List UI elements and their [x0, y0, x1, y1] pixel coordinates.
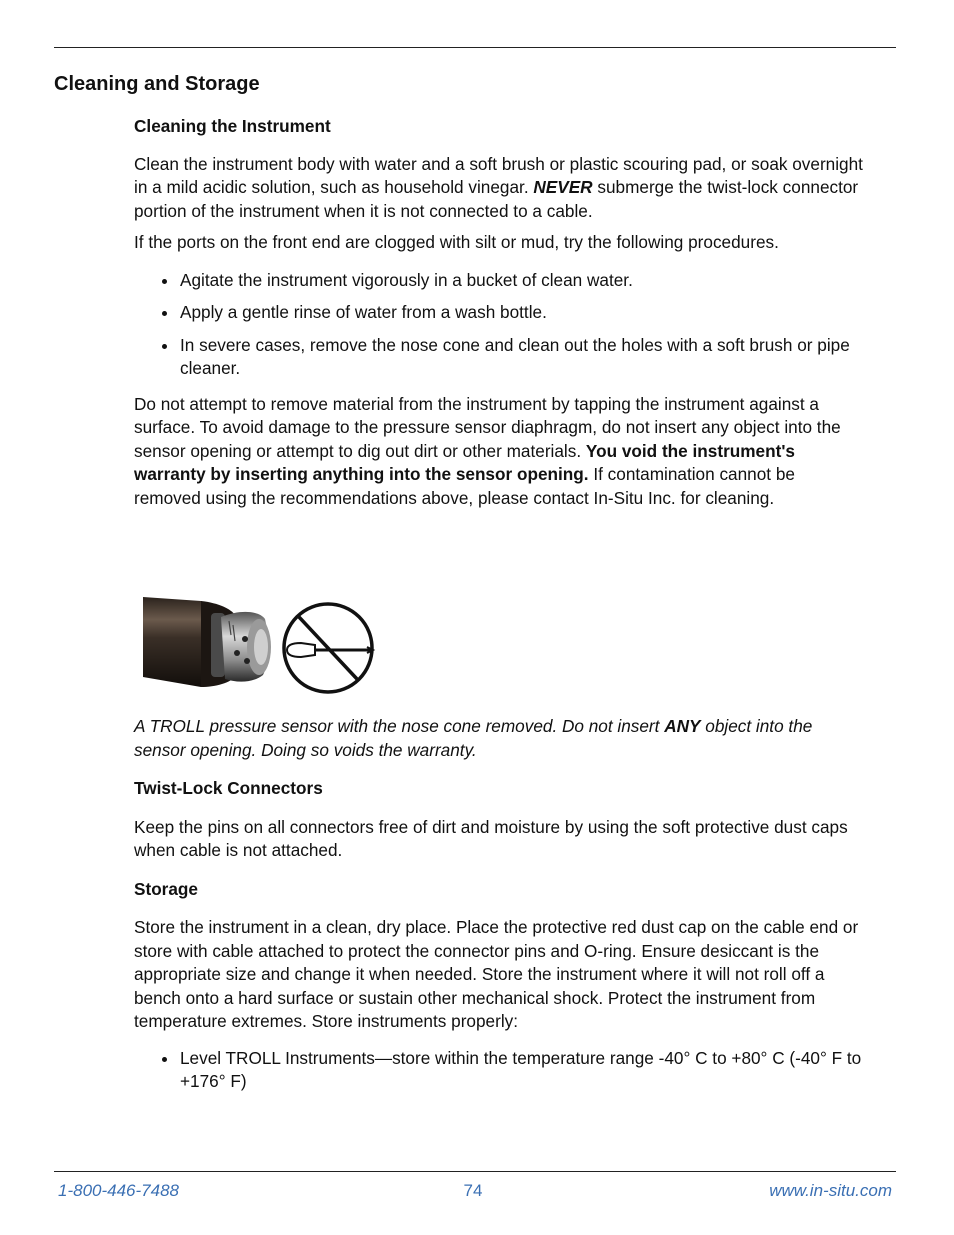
list-item: In severe cases, remove the nose cone and clean out the holes with a soft brush or pipe cleaner. — [134, 334, 864, 381]
footer-rule — [54, 1171, 896, 1172]
footer-page-number: 74 — [463, 1181, 483, 1200]
list-item: Agitate the instrument vigorously in a bucket of clean water. — [134, 269, 864, 293]
header-rule — [54, 47, 896, 48]
never-emphasis: NEVER — [533, 177, 593, 197]
cleaning-section — [134, 115, 864, 510]
footer-website-link[interactable]: www.in-situ.com — [769, 1181, 892, 1200]
cleaning-title: Cleaning the Instrument — [134, 116, 331, 136]
twist-lock-title: Twist-Lock Connectors — [134, 778, 323, 798]
figure-caption: A TROLL pressure sensor with the nose cone removed. Do not insert ANY object into the sensor opening. Doing so voids the warranty. — [134, 716, 813, 760]
any-emphasis: ANY — [664, 716, 701, 736]
section-heading: Cleaning and Storage — [54, 73, 260, 95]
cleaning-paragraph-3: Do not attempt to remove material from the instrument by tapping the instrument against a surface. To avoid damage to the pressure sensor diaphragm, do not insert any object into the sensor opening or attempt to dig out dirt or other materials. You void the instrument's warranty by inserting anything into the sensor opening. If contamination cannot be removed using the recommendations above, please contact In-Situ Inc. for cleaning. — [134, 393, 841, 508]
sensor-figure — [141, 595, 377, 699]
figure-and-following-sections — [134, 715, 864, 1094]
footer-phone: 1-800-446-7488 — [58, 1181, 179, 1200]
sensor-photo-image — [141, 595, 377, 699]
storage-title: Storage — [134, 878, 198, 899]
cleaning-procedures-list — [134, 269, 864, 381]
twist-lock-paragraph: Keep the pins on all connectors free of dirt and moisture by using the soft protective dust caps when cable is not attached. — [134, 816, 848, 860]
warranty-warning: You void the instrument's warranty by inserting anything into the sensor opening. — [134, 440, 795, 484]
list-item: Level TROLL Instruments—store within the temperature range -40° C to +80° C (-40° F to +176° F) — [134, 1047, 864, 1094]
storage-list — [134, 1047, 864, 1094]
cleaning-paragraph-2: If the ports on the front end are clogged with silt or mud, try the following procedures. — [134, 232, 779, 252]
list-item: Apply a gentle rinse of water from a wash bottle. — [134, 301, 864, 325]
storage-paragraph: Store the instrument in a clean, dry place. Place the protective red dust cap on the cable end or store with cable attached to protect the connector pins and O-ring. Ensure desiccant is the appropriate size and change it when needed. Store the instrument where it will not roll off a bench onto a hard surface or sustain other mechanical shock. Protect the instrument from temperature extremes. Store instruments properly: — [134, 917, 859, 1031]
cleaning-paragraph-1: Clean the instrument body with water and a soft brush or plastic scouring pad, or soak overnight in a mild acidic solution, such as household vinegar. NEVER submerge the twist-lock connector portion of the instrument when it is not connected to a cable. — [134, 153, 863, 221]
